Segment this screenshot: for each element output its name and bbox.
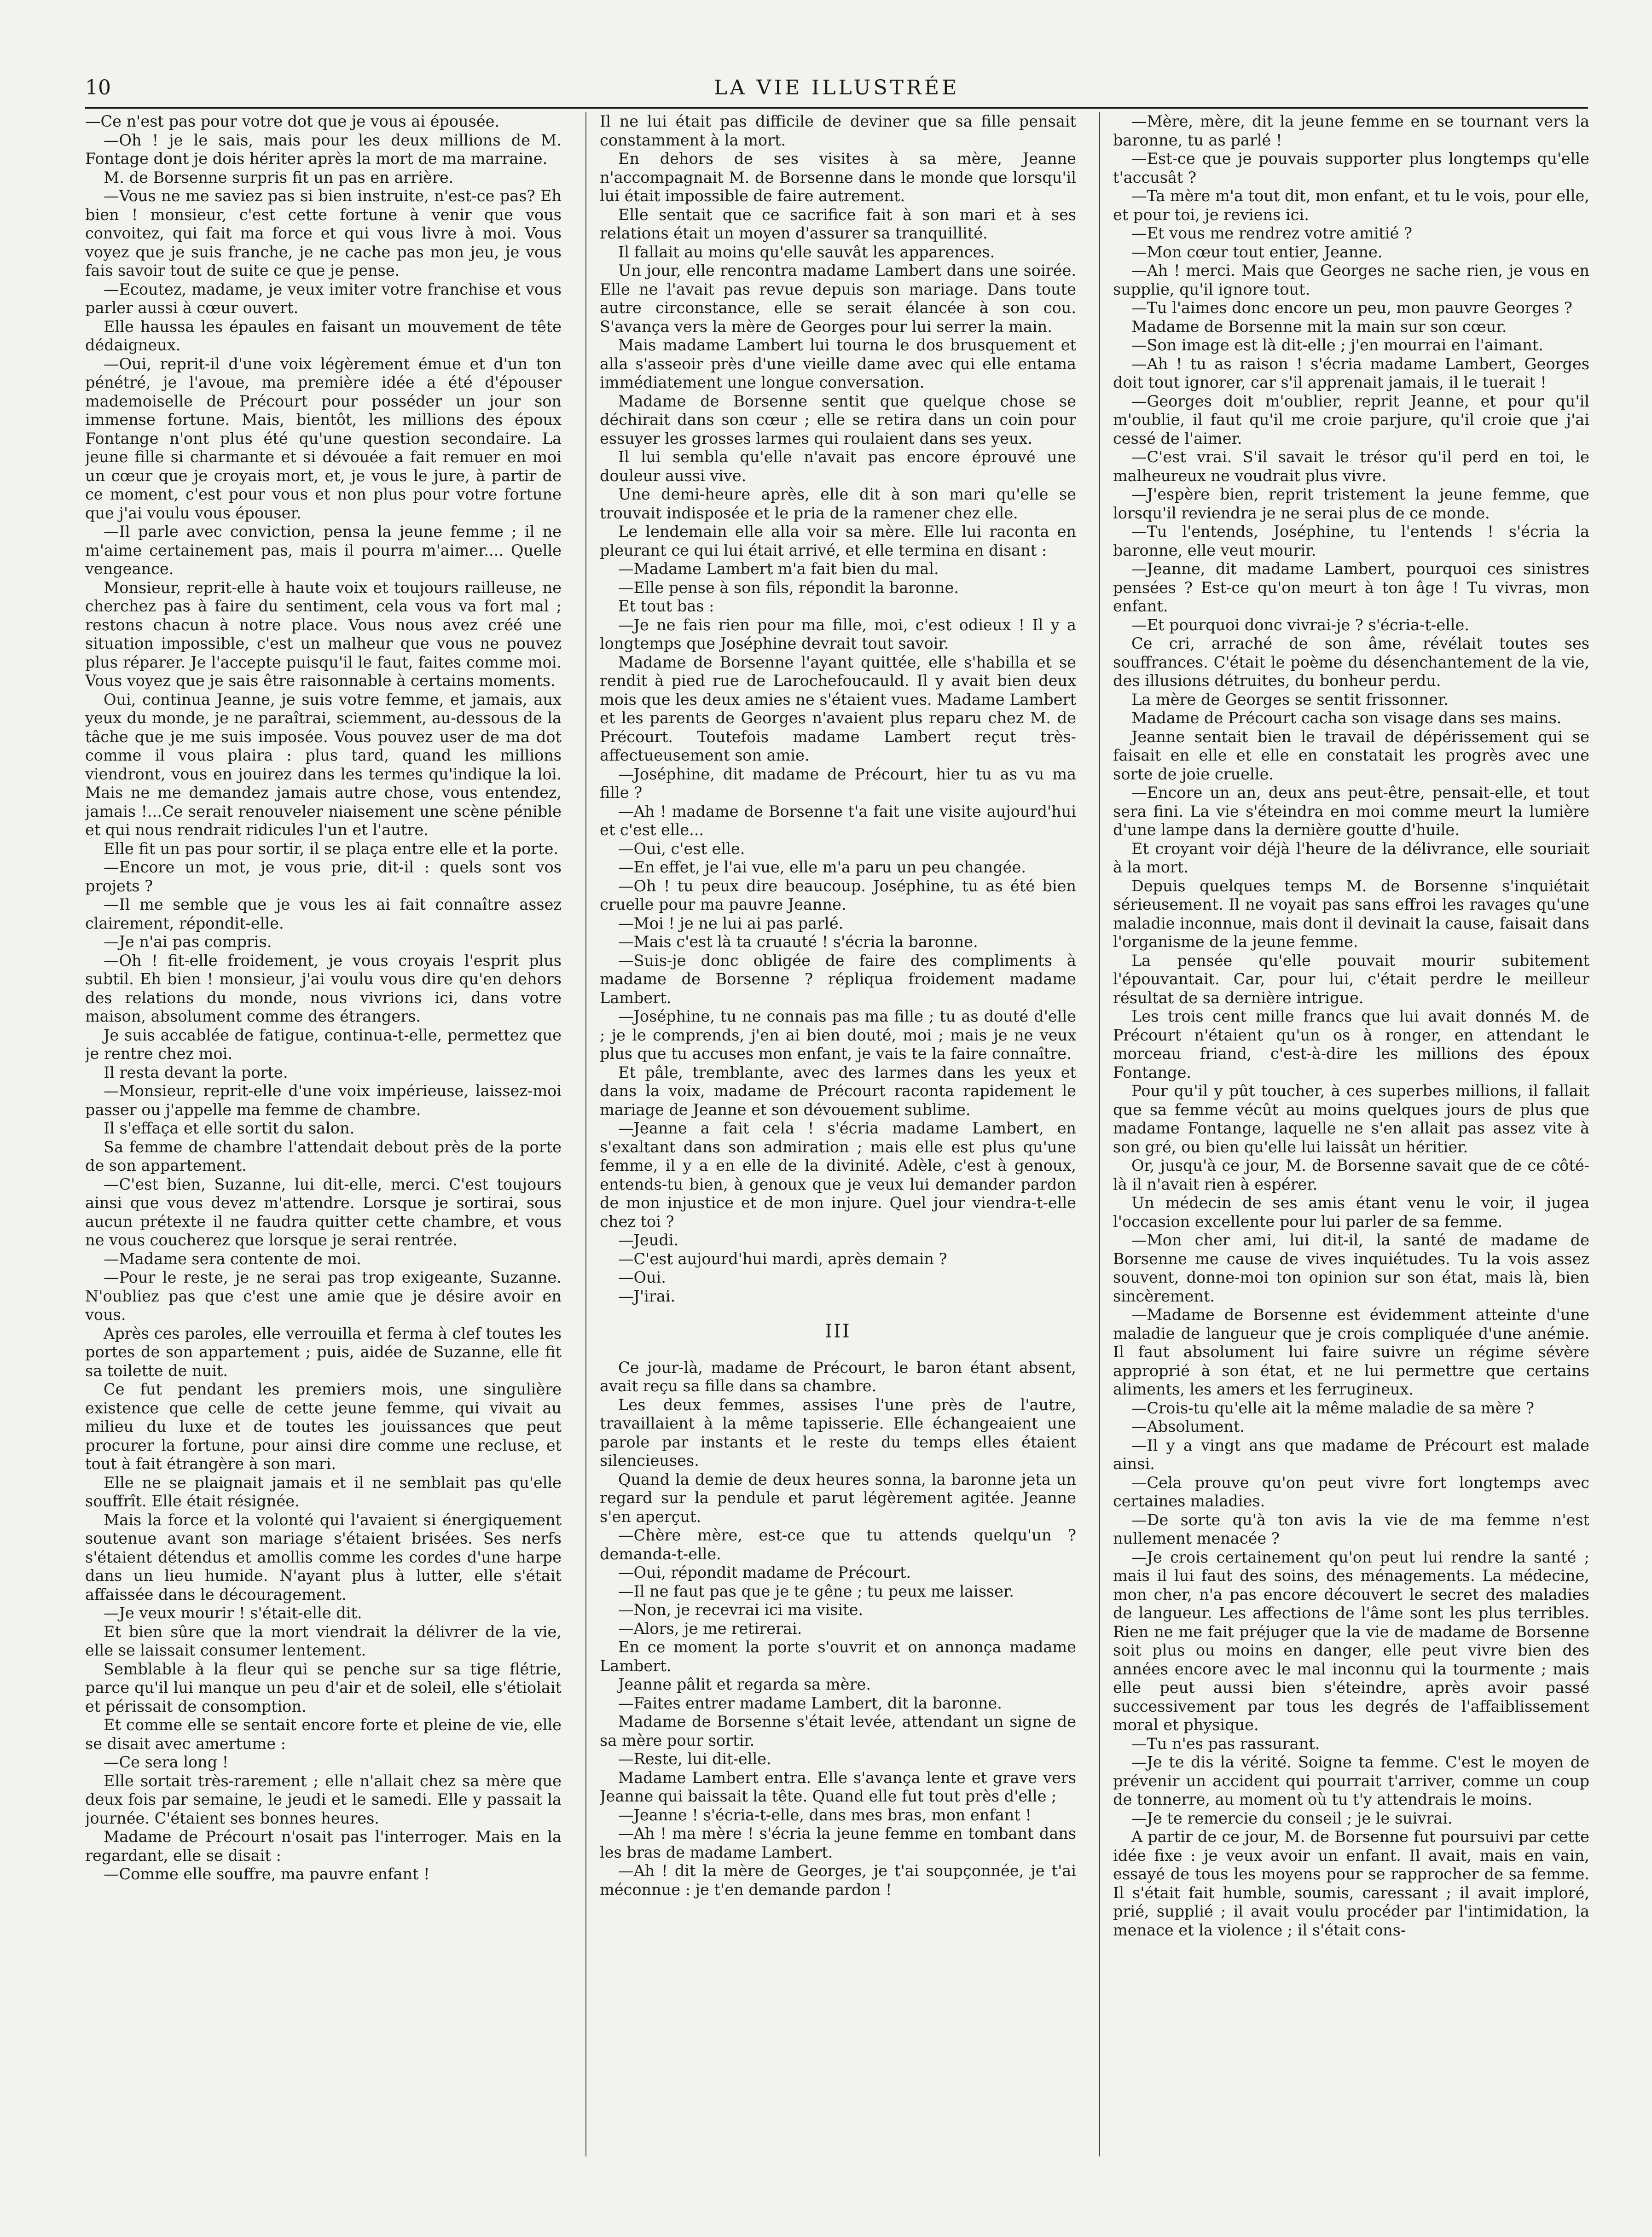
paragraph: —Elle pense à son fils, répondit la baronne. xyxy=(618,578,959,597)
paragraph: —Je ne fais rien pour ma fille, moi, c'est odieux ! Il y a longtemps que Joséphine devrait tout savoir. xyxy=(600,616,1076,652)
paragraph: —J'espère bien, reprit tristement la jeune femme, que lorsqu'il reviendra je ne serai plus de ce monde. xyxy=(1113,485,1589,522)
paragraph: Et pâle, tremblante, avec des larmes dans les yeux et dans la voix, madame de Précourt raconta rapidement le mariage de Jeanne et son dévouement sublime. xyxy=(600,1063,1076,1119)
paragraph: Et comme elle se sentait encore forte et pleine de vie, elle se disait avec amertume : xyxy=(85,1716,562,1753)
paragraph: —Et vous me rendrez votre amitié ? xyxy=(1131,224,1412,242)
paragraph: —Moi ! je ne lui ai pas parlé. xyxy=(618,914,844,932)
paragraph: —Son image est là dit-elle ; j'en mourrai en l'aimant. xyxy=(1131,336,1543,354)
paragraph: —Ce n'est pas pour votre dot que je vous ai épousée. xyxy=(85,112,500,130)
paragraph: —Ah ! madame de Borsenne t'a fait une visite aujourd'hui et c'est elle... xyxy=(600,802,1076,839)
paragraph: Et croyant voir déjà l'heure de la délivrance, elle souriait à la mort. xyxy=(1113,839,1589,876)
paragraph: —Jeanne, dit madame Lambert, pourquoi ces sinistres pensées ? Est-ce qu'on meurt à ton âge ! Tu vivras, mon enfant. xyxy=(1113,560,1589,615)
paragraph: Je suis accablée de fatigue, continua-t-elle, permettez que je rentre chez moi. xyxy=(85,1026,562,1063)
paragraph: Or, jusqu'à ce jour, M. de Borsenne savait que de ce côté-là il n'avait rien à espérer. xyxy=(1113,1156,1589,1193)
paragraph: Depuis quelques temps M. de Borsenne s'inquiétait sérieusement. Il ne voyait pas sans effroi les ravages qu'une maladie inconnue, mais dont il devinait la cause, faisait dans l'organisme de la jeune femme. xyxy=(1113,877,1589,951)
paragraph: —Ecoutez, madame, je veux imiter votre franchise et vous parler aussi à cœur ouvert. xyxy=(85,280,562,317)
paragraph: Il lui sembla qu'elle n'avait pas encore éprouvé une douleur aussi vive. xyxy=(600,448,1076,485)
text-column-1 xyxy=(85,112,562,2138)
paragraph: —Jeanne a fait cela ! s'écria madame Lambert, en s'exaltant dans son admiration ; mais elle est plus qu'une femme, il y a en elle de la divinité. Adèle, c'est à genoux, entends-tu bien, à genoux que je veux lui demander pardon de mon injustice et de mon injure. Quel jour viendra-t-elle chez toi ? xyxy=(600,1119,1076,1231)
paragraph: —Encore un an, deux ans peut-être, pensait-elle, et tout sera fini. La vie s'éteindra en moi comme meurt la lumière d'une lampe dans la dernière goutte d'huile. xyxy=(1113,784,1589,839)
paragraph: Les trois cent mille francs que lui avait donnés M. de Précourt n'étaient qu'un os à ronger, en attendant le morceau friand, c'est-à-dire les millions des époux Fontange. xyxy=(1113,1007,1589,1081)
paragraph: —Madame sera contente de moi. xyxy=(104,1249,361,1268)
paragraph: Madame de Borsenne l'ayant quittée, elle s'habilla et se rendit à pied rue de Larochefoucauld. Il y avait bien deux mois que les deux amies ne s'étaient vues. Madame Lambert et les parents de Georges n'avaient plus reparu chez M. de Précourt. Toutefois madame Lambert reçut très-affectueusement son amie. xyxy=(600,653,1076,764)
paragraph: —Jeudi. xyxy=(618,1231,679,1249)
paragraph: —Vous ne me saviez pas si bien instruite, n'est-ce pas? Eh bien ! monsieur, c'est cette fortune à venir que vous convoitez, qui fait ma force et qui vous livre à moi. Vous voyez que je suis franche, je ne cache pas mon jeu, je vous fais savoir tout de suite ce que je pense. xyxy=(85,187,562,279)
paragraph: Semblable à la fleur qui se penche sur sa tige flétrie, parce qu'il lui manque un peu d'air et de soleil, elle s'étiolait et périssait de consomption. xyxy=(85,1660,562,1715)
paragraph: Il s'effaça et elle sortit du salon. xyxy=(104,1119,355,1137)
paragraph: —Faites entrer madame Lambert, dit la baronne. xyxy=(618,1694,1002,1712)
paragraph: —Oui. xyxy=(618,1268,666,1286)
paragraph: —En effet, je l'ai vue, elle m'a paru un peu changée. xyxy=(618,858,1026,876)
paragraph: —C'est vrai. S'il savait le trésor qu'il perd en toi, le malheureux ne voudrait plus vivre. xyxy=(1113,448,1589,485)
paragraph: Oui, continua Jeanne, je suis votre femme, et jamais, aux yeux du monde, je ne paraîtrai, sciemment, au-dessous de la tâche que je me suis imposée. Vous pouvez user de ma dot comme il vous plaira : plus tard, quand les millions viendront, vous en jouirez dans les termes qu'indique la loi. Mais ne me demandez jamais autre chose, vous entendez, jamais !...Ce serait renouveler niaisement une scène pénible et qui nous rendrait ridicules l'un et l'autre. xyxy=(85,690,562,839)
paragraph: —Suis-je donc obligée de faire des compliments à madame de Borsenne ? répliqua froidement madame Lambert. xyxy=(600,951,1076,1007)
paragraph: —Est-ce que je pouvais supporter plus longtemps qu'elle t'accusât ? xyxy=(1113,150,1589,186)
paragraph: Monsieur, reprit-elle à haute voix et toujours railleuse, ne cherchez pas à faire du sentiment, cela vous va fort mal ; restons chacun à notre place. Vous nous avez créé une situation impossible, c'est un malheur que vous ne pouvez plus réparer. Je l'accepte puisqu'il le faut, faites comme moi. Vous voyez que je sais être raisonnable à certains moments. xyxy=(85,578,562,690)
paragraph: —Jeanne ! s'écria-t-elle, dans mes bras, mon enfant ! xyxy=(618,1806,1032,1824)
paragraph: Ce fut pendant les premiers mois, une singulière existence que celle de cette jeune femme, qui vivait au milieu du luxe et de toutes les jouissances que peut procurer la fortune, pour ainsi dire comme une recluse, et tout à fait étrangère à son mari. xyxy=(85,1380,562,1473)
paragraph: —Ta mère m'a tout dit, mon enfant, et tu le vois, pour elle, et pour toi, je reviens ici. xyxy=(1113,187,1589,224)
paragraph: La mère de Georges se sentit frissonner. xyxy=(1131,690,1449,709)
paragraph: Madame de Précourt n'osait pas l'interroger. Mais en la regardant, elle se disait : xyxy=(85,1828,562,1865)
paragraph: —Mon cœur tout entier, Jeanne. xyxy=(1131,243,1383,261)
paragraph: Ce cri, arraché de son âme, révélait toutes ses souffrances. C'était le poème du désenchantement de la vie, des illusions détruites, du bonheur perdu. xyxy=(1113,634,1589,690)
chapter-heading: III xyxy=(825,1321,851,1342)
paragraph: —Oui, répondit madame de Précourt. xyxy=(618,1563,911,1581)
paragraph: Quand la demie de deux heures sonna, la baronne jeta un regard sur la pendule et parut légèrement agitée. Jeanne s'en aperçut. xyxy=(600,1470,1076,1526)
paragraph: Pour qu'il y pût toucher, à ces superbes millions, il fallait que sa femme vécût au moins quelques jours de plus que madame Fontange, laquelle ne s'en allait pas assez vite à son gré, ou bien qu'elle lui laissât un héritier. xyxy=(1113,1082,1589,1156)
paragraph: Sa femme de chambre l'attendait debout près de la porte de son appartement. xyxy=(85,1138,562,1174)
paragraph: Après ces paroles, elle verrouilla et ferma à clef toutes les portes de son appartement ; puis, aidée de Suzanne, elle fit sa toilette de nuit. xyxy=(85,1324,562,1380)
paragraph: —Joséphine, tu ne connais pas ma fille ; tu as douté d'elle ; je le comprends, j'en ai bien douté, moi ; mais je ne veux plus que tu accuses mon enfant, je vais te la faire connaître. xyxy=(600,1007,1076,1063)
paragraph: —Je veux mourir ! s'était-elle dit. xyxy=(104,1604,362,1622)
column-rule xyxy=(1099,112,1100,2156)
paragraph: Jeanne pâlit et regarda sa mère. xyxy=(618,1675,871,1693)
paragraph: —Ah ! ma mère ! s'écria la jeune femme en tombant dans les bras de madame Lambert. xyxy=(600,1824,1076,1861)
paragraph: —Crois-tu qu'elle ait la même maladie de sa mère ? xyxy=(1131,1399,1534,1417)
paragraph: —Ce sera long ! xyxy=(104,1753,229,1771)
paragraph: —Monsieur, reprit-elle d'une voix impérieuse, laissez-moi passer ou j'appelle ma femme de chambre. xyxy=(85,1082,562,1119)
paragraph: Elle sortait très-rarement ; elle n'allait chez sa mère que deux fois par semaine, le jeudi et le samedi. Elle y passait la journée. C'étaient ses bonnes heures. xyxy=(85,1772,562,1827)
paragraph: —J'irai. xyxy=(618,1287,676,1305)
column-rule xyxy=(585,112,586,2156)
paragraph: A partir de ce jour, M. de Borsenne fut poursuivi par cette idée fixe : je veux avoir un enfant. Il avait, mais en vain, essayé de tous les moyens pour se rapprocher de sa femme. Il s'était fait humble, soumis, caressant ; il avait imploré, prié, supplié ; il avait voulu procéder par l'intimidation, la menace et la violence ; il s'était cons- xyxy=(1113,1828,1589,1939)
page-header xyxy=(85,76,1588,104)
paragraph: Mais madame Lambert lui tourna le dos brusquement et alla s'asseoir près d'une vieille dame avec qui elle entama immédiatement une longue conversation. xyxy=(600,336,1076,391)
paragraph: —Ah ! merci. Mais que Georges ne sache rien, je vous en supplie, qu'il ignore tout. xyxy=(1113,261,1589,298)
paragraph: Les deux femmes, assises l'une près de l'autre, travaillaient à la même tapisserie. Elle échangeaient une parole par instants et le reste du temps elles étaient silencieuses. xyxy=(600,1395,1076,1470)
paragraph: —Il parle avec conviction, pensa la jeune femme ; il ne m'aime certainement pas, mais il pourra m'aimer.... Quelle vengeance. xyxy=(85,523,562,578)
paragraph: —Oui, reprit-il d'une voix légèrement émue et d'un ton pénétré, je l'avoue, ma première idée a été d'épouser mademoiselle de Précourt pour posséder un jour son immense fortune. Mais, bientôt, les millions des époux Fontange n'ont plus été qu'une question secondaire. La jeune fille si charmante et si dévouée a fait remuer en moi un cœur que je croyais mort, et, je vous le jure, à partir de ce moment, c'est pour vous et non plus pour votre fortune que j'ai voulu vous épouser. xyxy=(85,354,562,522)
paragraph: —Il y a vingt ans que madame de Précourt est malade ainsi. xyxy=(1113,1436,1589,1473)
paragraph: M. de Borsenne surpris fit un pas en arrière. xyxy=(104,168,454,186)
text-column-2 xyxy=(600,112,1076,2138)
paragraph: Madame de Borsenne mit la main sur son cœur. xyxy=(1131,317,1507,336)
paragraph: —Il me semble que je vous les ai fait connaître assez clairement, répondit-elle. xyxy=(85,895,562,932)
paragraph: Mais la force et la volonté qui l'avaient si énergiquement soutenue avant son mariage s'étaient brisées. Ses nerfs s'étaient détendus et amollis comme les cordes d'une harpe dans un lieu humide. N'ayant plus à lutter, elle s'était affaissée dans le découragement. xyxy=(85,1511,562,1604)
paragraph: —Je te dis la vérité. Soigne ta femme. C'est le moyen de prévenir un accident qui pourrait t'arriver, comme un coup de tonnerre, au moment où tu t'y attendrais le moins. xyxy=(1113,1753,1589,1808)
page-number: 10 xyxy=(85,76,111,99)
paragraph: —Je te remercie du conseil ; je le suivrai. xyxy=(1131,1809,1453,1827)
paragraph: En ce moment la porte s'ouvrit et on annonça madame Lambert. xyxy=(600,1638,1076,1675)
paragraph: Madame de Borsenne s'était levée, attendant un signe de sa mère pour sortir. xyxy=(600,1713,1076,1749)
paragraph: Un médecin de ses amis étant venu le voir, il jugea l'occasion excellente pour lui parler de sa femme. xyxy=(1113,1194,1589,1231)
paragraph: —Ah ! dit la mère de Georges, je t'ai soupçonnée, je t'ai méconnue : je t'en demande pardon ! xyxy=(600,1862,1076,1899)
paragraph: —Alors, je me retirerai. xyxy=(618,1619,802,1638)
paragraph: —Pour le reste, je ne serai pas trop exigeante, Suzanne. N'oubliez pas que c'est une amie que je désire avoir en vous. xyxy=(85,1268,562,1324)
text-column-3 xyxy=(1113,112,1589,2138)
paragraph: —Absolument. xyxy=(1131,1418,1245,1435)
paragraph: —Tu l'entends, Joséphine, tu l'entends ! s'écria la baronne, elle veut mourir. xyxy=(1113,523,1589,559)
paragraph: —De sorte qu'à ton avis la vie de ma femme n'est nullement menacée ? xyxy=(1113,1511,1589,1547)
paragraph: Il ne lui était pas difficile de deviner que sa fille pensait constamment à la mort. xyxy=(600,112,1076,149)
paragraph: —Reste, lui dit-elle. xyxy=(618,1750,771,1768)
paragraph: —Comme elle souffre, ma pauvre enfant ! xyxy=(104,1865,430,1883)
paragraph: Il fallait au moins qu'elle sauvât les apparences. xyxy=(618,243,995,261)
paragraph: Le lendemain elle alla voir sa mère. Elle lui raconta en pleurant ce qui lui était arrivé, et elle termina en disant : xyxy=(600,523,1076,559)
paragraph: —Encore un mot, je vous prie, dit-il : quels sont vos projets ? xyxy=(85,858,562,895)
paragraph: —Madame Lambert m'a fait bien du mal. xyxy=(618,560,939,578)
paragraph: En dehors de ses visites à sa mère, Jeanne n'accompagnait M. de Borsenne dans le monde que lorsqu'il lui était impossible de faire autrement. xyxy=(600,150,1076,205)
publication-title: LA VIE ILLUSTRÉE xyxy=(713,76,960,99)
paragraph: Et tout bas : xyxy=(618,597,714,615)
paragraph: Madame de Précourt cacha son visage dans ses mains. xyxy=(1131,709,1562,727)
paragraph: —Oui, c'est elle. xyxy=(618,839,745,858)
header-rule xyxy=(85,107,1588,109)
paragraph: —Mon cher ami, lui dit-il, la santé de madame de Borsenne me cause de vives inquiétudes. Tu la vois assez souvent, donne-moi ton opinion sur son état, mais là, bien sincèrement. xyxy=(1113,1231,1589,1305)
paragraph: —Tu n'es pas rassurant. xyxy=(1131,1734,1320,1753)
paragraph: Ce jour-là, madame de Précourt, le baron étant absent, avait reçu sa fille dans sa chambre. xyxy=(600,1358,1076,1395)
paragraph: —C'est aujourd'hui mardi, après demain ? xyxy=(618,1249,947,1268)
paragraph: —Chère mère, est-ce que tu attends quelqu'un ? demanda-t-elle. xyxy=(600,1526,1076,1563)
paragraph: Et bien sûre que la mort viendrait la délivrer de la vie, elle se laissait consumer lentement. xyxy=(85,1622,562,1659)
paragraph: Une demi-heure après, elle dit à son mari qu'elle se trouvait indisposée et le pria de la ramener chez elle. xyxy=(600,485,1076,522)
paragraph: Il resta devant la porte. xyxy=(104,1063,288,1081)
paragraph: —Et pourquoi donc vivrai-je ? s'écria-t-elle. xyxy=(1131,616,1469,634)
paragraph: Madame de Borsenne sentit que quelque chose se déchirait dans son cœur ; elle se retira dans un coin pour essuyer les grosses larmes qui roulaient dans ses yeux. xyxy=(600,392,1076,447)
paragraph: —Oh ! fit-elle froidement, je vous croyais l'esprit plus subtil. Eh bien ! monsieur, j'ai voulu vous dire qu'en dehors des relations du monde, nous vivrions ici, dans votre maison, absolument comme des étrangers. xyxy=(85,951,562,1025)
paragraph: —Oh ! tu peux dire beaucoup. Joséphine, tu as été bien cruelle pour ma pauvre Jeanne. xyxy=(600,877,1076,913)
paragraph: —C'est bien, Suzanne, lui dit-elle, merci. C'est toujours ainsi que vous devez m'attendre. Lorsque je sortirai, sous aucun prétexte il ne faudra quitter cette chambre, et vous ne vous coucherez que lorsque je serai rentrée. xyxy=(85,1175,562,1249)
paragraph: Madame Lambert entra. Elle s'avança lente et grave vers Jeanne qui baissait la tête. Quand elle fut tout près d'elle ; xyxy=(600,1768,1076,1805)
paragraph: —Je n'ai pas compris. xyxy=(104,933,272,951)
paragraph: —Mère, mère, dit la jeune femme en se tournant vers la baronne, tu as parlé ! xyxy=(1113,112,1589,149)
paragraph: Elle ne se plaignait jamais et il ne semblait pas qu'elle souffrît. Elle était résignée. xyxy=(85,1473,562,1510)
paragraph: —Je crois certainement qu'on peut lui rendre la santé ; mais il lui faut des soins, des ménagements. La médecine, mon cher, n'a pas encore découvert le secret des maladies de langueur. Les affections de l'âme sont les plus terribles. Rien ne me fait préjuger que la vie de madame de Borsenne soit plus ou moins en danger, elle peut vivre bien des années encore avec le mal inconnu qui la tourmente ; mais elle peut aussi bien s'éteindre, après avoir passé successivement par tous les degrés de l'affaiblissement moral et physique. xyxy=(1113,1548,1589,1734)
paragraph: La pensée qu'elle pouvait mourir subitement l'épouvantait. Car, pour lui, c'était perdre le meilleur résultat de sa dernière intrigue. xyxy=(1113,951,1589,1007)
paragraph: —Georges doit m'oublier, reprit Jeanne, et pour qu'il m'oublie, il faut qu'il me croie parjure, qu'il croie que j'ai cessé de l'aimer. xyxy=(1113,392,1589,447)
paragraph: Elle sentait que ce sacrifice fait à son mari et à ses relations était un moyen d'assurer sa tranquillité. xyxy=(600,205,1076,242)
paragraph: —Tu l'aimes donc encore un peu, mon pauvre Georges ? xyxy=(1131,299,1572,317)
paragraph: Elle haussa les épaules en faisant un mouvement de tête dédaigneux. xyxy=(85,317,562,354)
paragraph: —Ah ! tu as raison ! s'écria madame Lambert, Georges doit tout ignorer, car s'il apprenait jamais, il le tuerait ! xyxy=(1113,354,1589,391)
paragraph: —Mais c'est là ta cruauté ! s'écria la baronne. xyxy=(618,933,978,951)
paragraph: —Il ne faut pas que je te gêne ; tu peux me laisser. xyxy=(618,1582,1014,1600)
paragraph: Un jour, elle rencontra madame Lambert dans une soirée. Elle ne l'avait pas revue depuis son mariage. Dans toute autre circonstance, elle se serait élancée à son cou. S'avança vers la mère de Georges pour lui serrer la main. xyxy=(600,261,1076,336)
paragraph: —Madame de Borsenne est évidemment atteinte d'une maladie de langueur que je crois compliquée d'une anémie. Il faut absolument lui faire suivre un régime sévère approprié à son état, et ne lui permettre que certains aliments, les amers et les ferrugineux. xyxy=(1113,1306,1589,1398)
paragraph: —Non, je recevrai ici ma visite. xyxy=(618,1601,864,1619)
paragraph: Elle fit un pas pour sortir, il se plaça entre elle et la porte. xyxy=(104,839,559,858)
paragraph: Jeanne sentait bien le travail de dépérissement qui se faisait en elle et elle en constatait les progrès avec une sorte de joie cruelle. xyxy=(1113,727,1589,783)
paragraph: —Joséphine, dit madame de Précourt, hier tu as vu ma fille ? xyxy=(600,765,1076,802)
paragraph: —Cela prouve qu'on peut vivre fort longtemps avec certaines maladies. xyxy=(1113,1473,1589,1510)
paragraph: —Oh ! je le sais, mais pour les deux millions de M. Fontage dont je dois hériter après la mort de ma marraine. xyxy=(85,131,562,168)
